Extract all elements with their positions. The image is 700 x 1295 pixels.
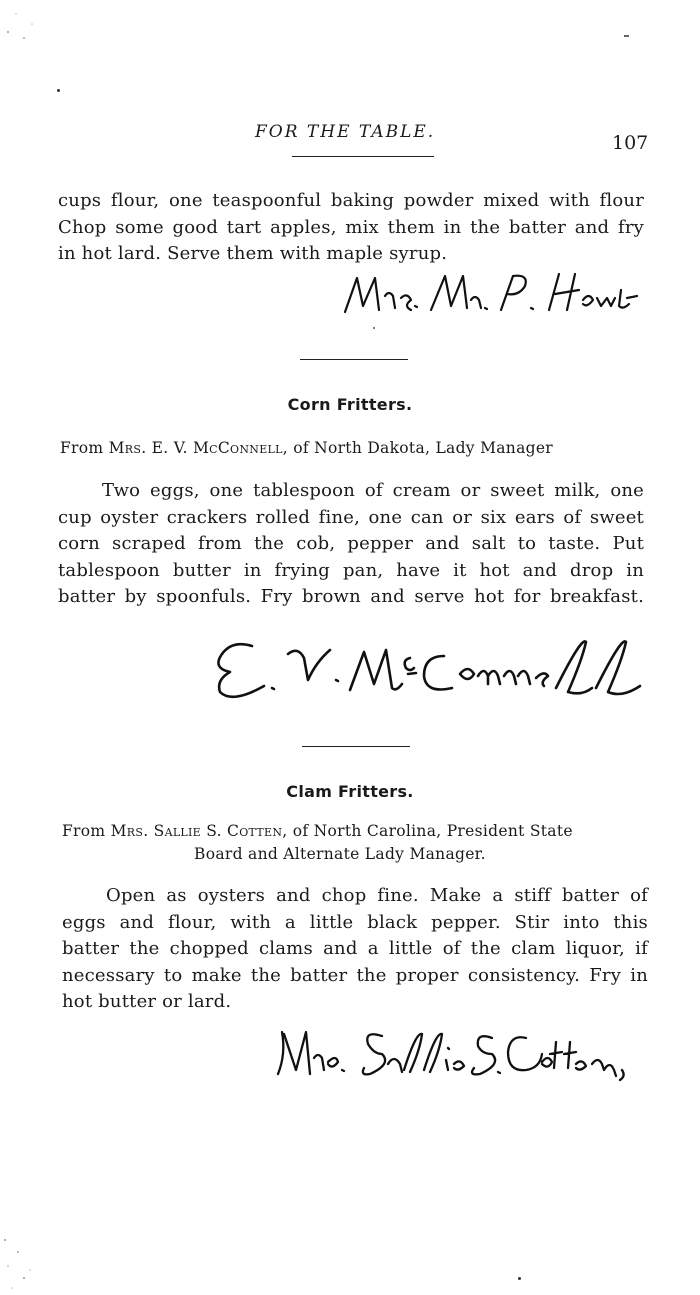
page-number: 107 <box>612 132 649 154</box>
text-line: eggs and flour, with a little black pepper. Stir into this <box>62 911 648 933</box>
contributor-line <box>60 439 553 457</box>
scan-speck-marks <box>2 2 42 42</box>
signature-hoult <box>335 270 645 330</box>
scan-dot <box>518 1277 521 1280</box>
text-line: batter by spoonfuls. Fry brown and serve hot for breakfast. <box>58 586 644 607</box>
text-line: Two eggs, one tablespoon of cream or sweet milk, one <box>102 480 644 501</box>
from-prefix: From <box>60 439 109 457</box>
scan-dot <box>57 89 60 92</box>
text-line: cup oyster crackers rolled fine, one can or six ears of sweet <box>58 506 644 528</box>
section-separator <box>300 359 408 360</box>
contributor-line <box>62 822 573 840</box>
running-header: FOR THE TABLE. <box>255 122 436 142</box>
text-line: in hot lard. Serve them with maple syrup. <box>58 243 448 264</box>
recipe-body <box>58 478 644 611</box>
contributor-name: Mrs. E. V. McConnell <box>108 439 283 457</box>
text-line: Chop some good tart apples, mix them in the batter and fry <box>58 216 644 238</box>
text-line: necessary to make the batter the proper consistency. Fry in <box>62 964 648 986</box>
scan-dot <box>373 327 375 329</box>
text-line: Open as oysters and chop fine. Make a stiff batter of <box>106 885 648 906</box>
scan-dot <box>624 35 629 37</box>
text-line: batter the chopped clams and a little of the clam liquor, if <box>62 938 648 959</box>
from-prefix: From <box>62 822 111 840</box>
carryover-paragraph <box>58 188 644 268</box>
scan-specks-top <box>2 2 42 42</box>
text-line: cups flour, one teaspoonful baking powder mixed with flour <box>58 190 644 211</box>
text-line: hot butter or lard. <box>62 991 232 1012</box>
signature-mcconnell <box>212 632 644 712</box>
contributor-name: Mrs. Sallie S. Cotten <box>110 822 283 840</box>
text-line: tablespoon butter in frying pan, have it hot and drop in <box>58 559 644 581</box>
signature-cotten <box>270 1024 648 1082</box>
text-line: corn scraped from the cob, pepper and salt to taste. Put <box>58 533 644 554</box>
recipe-title: Clam Fritters. <box>286 782 414 801</box>
section-separator <box>302 746 410 747</box>
recipe-title: Corn Fritters. <box>287 395 413 414</box>
scan-specks-bottom <box>0 1230 40 1295</box>
contributor-role: , of North Carolina, President State <box>282 822 573 840</box>
contributor-line-continued: Board and Alternate Lady Manager. <box>194 845 486 863</box>
recipe-body <box>62 883 648 1016</box>
contributor-role: , of North Dakota, Lady Manager <box>282 439 554 457</box>
header-rule <box>292 156 434 157</box>
